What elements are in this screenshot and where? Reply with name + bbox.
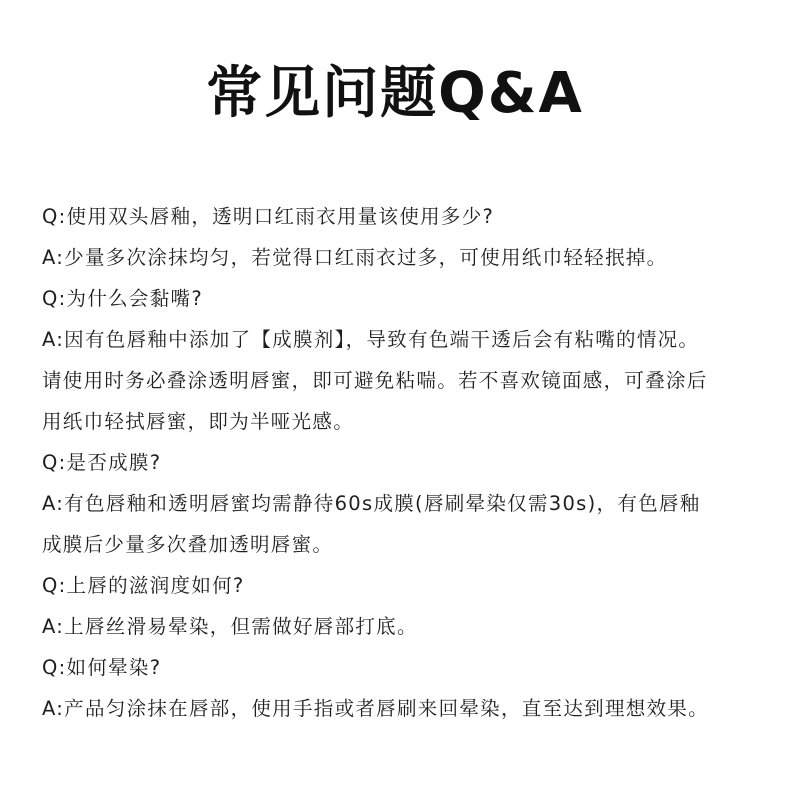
answer-line-continued: 请使用时务必叠涂透明唇蜜，即可避免粘喘。若不喜欢镜面感，可叠涂后 xyxy=(42,369,708,392)
answer-line: A:上唇丝滑易晕染，但需做好唇部打底。 xyxy=(42,615,418,638)
answer-line-continued: 成膜后少量多次叠加透明唇蜜。 xyxy=(42,533,334,556)
answer-line-continued: 用纸巾轻拭唇蜜，即为半哑光感。 xyxy=(42,410,355,433)
page-title: 常见问题Q&A xyxy=(206,61,584,126)
question-line: Q:使用双头唇釉，透明口红雨衣用量该使用多少? xyxy=(42,205,495,228)
question-line: Q:为什么会黏嘴? xyxy=(42,287,203,310)
faq-list xyxy=(42,196,762,729)
answer-line: A:有色唇釉和透明唇蜜均需静待60s成膜(唇刷晕染仅需30s)，有色唇釉 xyxy=(42,492,701,515)
question-line: Q:如何晕染? xyxy=(42,656,162,679)
question-line: Q:上唇的滋润度如何? xyxy=(42,574,245,597)
answer-line: A:少量多次涂抹均匀，若觉得口红雨衣过多，可使用纸巾轻轻抿掉。 xyxy=(42,246,668,269)
answer-line: A:因有色唇釉中添加了【成膜剂】，导致有色端干透后会有粘嘴的情况。 xyxy=(42,328,700,351)
question-line: Q:是否成膜? xyxy=(42,451,162,474)
answer-line: A:产品匀涂抹在唇部，使用手指或者唇刷来回晕染，直至达到理想效果。 xyxy=(42,697,709,720)
